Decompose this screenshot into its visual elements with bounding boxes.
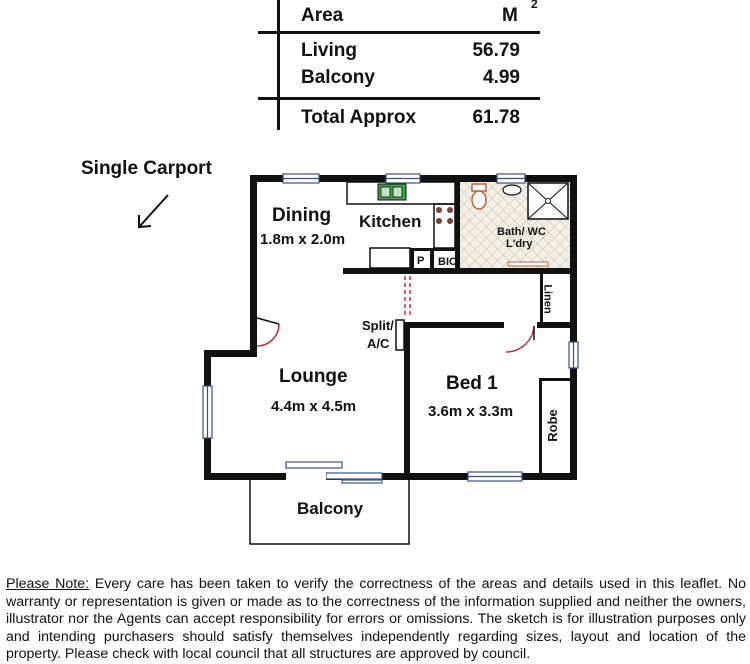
split-ac-unit [396,320,404,350]
area-row-living-value: 56.79 [472,40,520,61]
bath-label: Bath/ WC [497,226,546,238]
bed1-label: Bed 1 [446,373,498,394]
area-header-label: Area [301,5,344,26]
robe-label: Robe [544,409,560,442]
kitchen-sink-icon [378,184,406,200]
area-row-balcony-value: 4.99 [483,67,520,88]
pantry-label: P [417,255,425,267]
split-ac-label-line1: Split/ [362,318,394,333]
lounge-dimensions: 4.4m x 4.5m [271,398,357,415]
carport-label: Single Carport [81,158,212,179]
bed1-dimensions: 3.6m x 3.3m [428,403,514,420]
shower-icon [528,183,568,219]
dining-label: Dining [272,205,332,226]
bic-label: BIC [438,256,457,268]
basin-icon [503,185,521,195]
area-row-living-label: Living [301,40,357,61]
dining-dimensions: 1.8m x 2.0m [260,231,346,248]
split-ac-label-line2: A/C [367,336,390,351]
lounge-label: Lounge [279,366,348,387]
area-header-unit-superscript: 2 [531,0,538,11]
stove-icon [436,207,453,224]
area-total-value: 61.78 [472,107,520,128]
balcony-label: Balcony [297,499,364,518]
linen-label: Linen [541,284,554,314]
area-total-label: Total Approx [301,107,417,128]
disclaimer-lead: Please Note: [6,576,90,592]
area-header-unit: M [502,5,518,26]
disclaimer-body: Every care has been taken to verify the correctness of the areas and details used in this leaflet. No warranty or representation is given or made as to the correctness of the information supplied and neither the owners, illustrator nor the Agents can accept responsibility for errors or omissions. The sketch is for illustration purposes only and intending purchasers should satisfy themselves independently regarding sizes, layout and location of the property. Please check with local council that all structures are approved by council. [6,576,746,663]
disclaimer-note [0,576,750,664]
carport-arrow-icon [139,195,168,227]
laundry-trough [508,262,548,266]
area-row-balcony-label: Balcony [301,67,375,88]
bath-laundry-label: L'dry [506,238,533,250]
kitchen-label: Kitchen [359,212,422,231]
toilet-icon [472,184,486,209]
